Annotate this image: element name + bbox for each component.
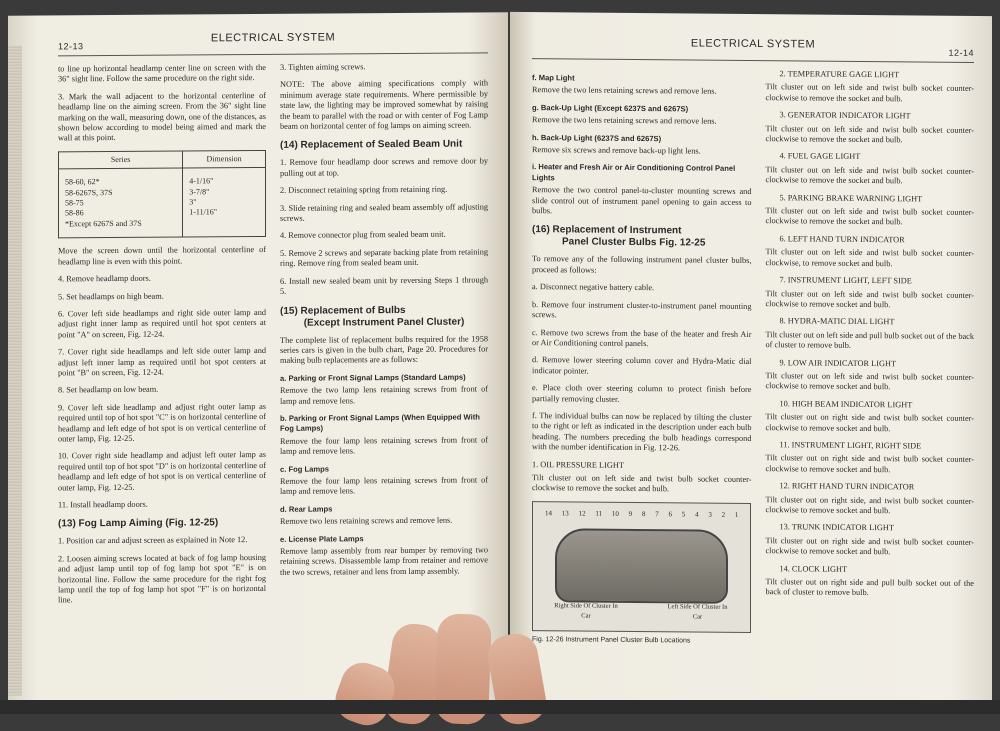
bulb-heading: 10. HIGH BEAM INDICATOR LIGHT xyxy=(779,398,913,410)
bulb-heading: 5. PARKING BRAKE WARNING LIGHT xyxy=(779,192,923,204)
bulb-heading: 3. GENERATOR INDICATOR LIGHT xyxy=(779,110,911,121)
paragraph: 3. Slide retaining ring and sealed beam assembly off adjusting screws. xyxy=(280,202,488,223)
bulb-heading: 2. TEMPERATURE GAGE LIGHT xyxy=(779,69,900,80)
bulb-instructions: Tilt cluster out on right side and pull bulb socket out of the back of cluster to remove bulb. xyxy=(765,577,974,598)
right-page-header xyxy=(532,36,974,60)
bulb-number: 9 xyxy=(628,509,633,518)
paragraph: Remove two lens retaining screws and remove lens. xyxy=(280,515,453,527)
bulb-instructions: Tilt cluster out on left side and twist bulb socket counter-clockwise to remove the socket and bulb. xyxy=(765,82,974,104)
note-paragraph: NOTE: The above aiming specifications comply with minimum average state requirements. Where permissible by state law, the lighting may be improved somewhat by raising the beam to parallel with the road or with center of Fog Lamp beam on horizontal center of fog lamps on aiming screen. xyxy=(280,78,488,131)
bulb-number: 10 xyxy=(611,509,619,518)
bulb-instructions: Tilt cluster out on left side and twist bulb socket counter-clockwise, to remove socket and bulb. xyxy=(765,247,974,268)
subheading: a. Parking or Front Signal Lamps (Standard Lamps) xyxy=(280,372,466,383)
section-heading-line2: (Except Instrument Panel Cluster) xyxy=(303,316,465,329)
paragraph: Remove six screws and remove back-up light lens. xyxy=(532,145,701,156)
bulb-heading: 6. LEFT HAND TURN INDICATOR xyxy=(779,234,905,245)
right-columns xyxy=(532,67,974,649)
bulb-number: 3 xyxy=(708,510,712,519)
bulb-instructions: Tilt cluster out on left side and twist bulb socket counter-clockwise to remove the socket and bulb. xyxy=(765,164,974,186)
section-heading: (13) Fog Lamp Aiming (Fig. 12-25) xyxy=(58,517,219,530)
bulb-heading: 9. LOW AIR INDICATOR LIGHT xyxy=(779,357,897,368)
bulb-instructions: Tilt cluster out on right side, and twist bulb socket counter-clockwise to remove socket and bulb. xyxy=(765,494,974,516)
page-stack-edge xyxy=(8,46,22,696)
bulb-number: 11 xyxy=(595,509,603,518)
diagram-label-left-side: Left Side Of Cluster In Car xyxy=(667,603,728,621)
paragraph: 1. Position car and adjust screen as explained in Note 12. xyxy=(58,535,248,546)
open-manual xyxy=(8,14,992,710)
page-number: 12-14 xyxy=(948,47,974,58)
bulb-number: 4 xyxy=(695,510,699,519)
table-cell-dimension: 4-1/16" 3-7/8" 3" 1-11/16" xyxy=(183,168,266,238)
bulb-number: 14 xyxy=(545,508,552,518)
paragraph: 6. Cover left side headlamps and right side outer lamp and adjust right inner lamp as required until hot spot centers at point "A" on screen, Fig. 12-24. xyxy=(58,307,266,340)
left-col-1 xyxy=(58,63,266,613)
bulb-number: 2 xyxy=(721,510,726,519)
paragraph: Remove lamp assembly from rear bumper by removing two retaining screws. Disassemble lamp from retainer and remove the two screws, retainer and lens from lamp assembly. xyxy=(280,545,488,577)
paragraph: 11. Install headlamp doors. xyxy=(58,499,148,510)
background-table-edge xyxy=(0,700,1000,714)
paragraph: Remove the four lamp lens retaining screws from front of lamp and remove lens. xyxy=(280,475,488,497)
paragraph: To remove any of the following instrument panel cluster bulbs, proceed as follows: xyxy=(532,254,752,275)
paragraph: Remove the two lamp lens retaining screws from front of lamp and remove lens. xyxy=(280,384,488,406)
bulb-heading: 14. CLOCK LIGHT xyxy=(779,563,848,574)
subheading: f. Map Light xyxy=(532,73,575,83)
subheading: 1. OIL PRESSURE LIGHT xyxy=(532,459,624,470)
instrument-cluster-photo xyxy=(555,528,728,604)
left-page xyxy=(8,12,508,705)
paragraph: a. Disconnect negative battery cable. xyxy=(532,282,655,293)
table-header-series: Series xyxy=(59,151,183,169)
bulb-heading: 4. FUEL GAGE LIGHT xyxy=(779,151,861,162)
paragraph: Tilt cluster out on left side and twist bulb socket counter-clockwise to remove the socket and bulb. xyxy=(532,473,752,494)
bulb-number: 1 xyxy=(734,510,739,519)
bulb-number: 12 xyxy=(578,509,586,518)
subheading: b. Parking or Front Signal Lamps (When Equipped With Fog Lamps) xyxy=(280,412,480,434)
paragraph: 5. Remove 2 screws and separate backing plate from retaining ring. Remove ring from sealed beam unit. xyxy=(280,247,488,269)
bulb-heading: 13. TRUNK INDICATOR LIGHT xyxy=(779,522,894,533)
bulb-instructions: Tilt cluster out on right side and twist bulb socket counter-clockwise to remove socket and bulb. xyxy=(765,453,974,474)
bulb-instructions: Tilt cluster out on left side and pull bulb socket out of the back of cluster to remove bulb. xyxy=(765,329,974,350)
section-heading: (15) Replacement of Bulbs xyxy=(280,304,406,317)
paragraph: 5. Set headlamps on high beam. xyxy=(58,291,164,301)
table-cell-series: 58-60, 62* 58-6267S, 37S 58-75 58-86 *Except 6267S and 37S xyxy=(59,168,183,238)
bulb-heading: 12. RIGHT HAND TURN INDICATOR xyxy=(779,481,915,492)
paragraph: c. Remove two screws from the base of the heater and fresh Air or Air Conditioning control panels. xyxy=(532,327,752,349)
subheading: i. Heater and Fresh Air or Air Conditioning Control Panel Lights xyxy=(532,162,736,183)
paragraph: 4. Remove connector plug from sealed beam unit. xyxy=(280,230,446,241)
bulb-number: 6 xyxy=(668,510,672,519)
paragraph: e. Place cloth over steering column to protect finish before partially removing cluster. xyxy=(532,383,752,404)
paragraph: b. Remove four instrument cluster-to-instrument panel mounting screws. xyxy=(532,299,752,320)
paragraph: 1. Remove four headlamp door screws and remove door by pulling out at top. xyxy=(280,156,488,178)
bulb-number-row xyxy=(545,508,738,520)
bulb-instructions: Tilt cluster out on left side and twist bulb socket counter-clockwise to remove socket and bulb. xyxy=(765,288,974,310)
paragraph: Remove the two lens retaining screws and remove lens. xyxy=(532,85,717,97)
bulb-instructions: Tilt cluster out on right side and twist bulb socket counter-clockwise to remove socket and bulb. xyxy=(765,412,974,433)
paragraph: 9. Cover left side headlamp and adjust right outer lamp as required until top of hot spot "C" is on horizontal centerline of headlamp and left edge of hot spot is on vertical centerline of outer lamp, Fig. 12-25. xyxy=(58,401,266,444)
left-col-2 xyxy=(280,61,488,611)
subheading: e. License Plate Lamps xyxy=(280,533,364,544)
bulb-heading: 7. INSTRUMENT LIGHT, LEFT SIDE xyxy=(779,275,912,286)
bulb-number: 7 xyxy=(655,509,659,518)
bulb-heading: 8. HYDRA-MATIC DIAL LIGHT xyxy=(779,316,895,327)
subheading: c. Fog Lamps xyxy=(280,464,329,474)
paragraph: The complete list of replacement bulbs required for the 1958 series cars is given in the bulb chart, Page 20. Procedures for making bulb replacements are as follows: xyxy=(280,333,488,366)
bulb-instructions: Tilt cluster out on left side and twist bulb socket counter-clockwise to remove socket and bulb. xyxy=(765,371,974,392)
paragraph: f. The individual bulbs can now be replaced by tilting the cluster to the right or left as indicated in the description under each bulb heading. The numbers preceding the bulb headings correspond with the number identification in Fig. 12-26. xyxy=(532,411,752,453)
section-heading: (14) Replacement of Sealed Beam Unit xyxy=(280,139,463,152)
paragraph: Move the screen down until the horizontal centerline of headlamp line is even with this point. xyxy=(58,245,266,267)
paragraph: 7. Cover right side headlamps and left side outer lamp and adjust left inner lamp as required until hot spot centers at point "B" on screen, Fig. 12-24. xyxy=(58,346,266,378)
paragraph: d. Remove lower steering column cover and Hydra-Matic dial indicator pointer. xyxy=(532,355,752,376)
running-title: ELECTRICAL SYSTEM xyxy=(690,37,816,51)
paragraph: 3. Tighten aiming screws. xyxy=(280,62,366,72)
dimension-table xyxy=(58,150,266,239)
bulb-instructions: Tilt cluster out on left side and twist bulb socket counter-clockwise to remove the socket and bulb. xyxy=(765,123,974,145)
paragraph: 6. Install new sealed beam unit by reversing Steps 1 through 5. xyxy=(280,275,488,296)
right-col-1 xyxy=(532,67,751,647)
paragraph: Remove the two lens retaining screws and remove lens. xyxy=(532,115,717,126)
bulb-number: 8 xyxy=(641,509,646,518)
running-title: ELECTRICAL SYSTEM xyxy=(210,31,336,45)
page-number: 12-13 xyxy=(58,41,84,52)
paragraph: 4. Remove headlamp doors. xyxy=(58,273,151,284)
paragraph: 10. Cover right side headlamp and adjust left outer lamp as required until top of hot spot "D" is on horizontal centerline of headlamp and left edge of hot spot is on vertical centerline of outer lamp, Fig. 12-25. xyxy=(58,450,266,492)
figure-caption: Fig. 12-26 Instrument Panel Cluster Bulb Locations xyxy=(532,635,691,645)
bulb-number: 5 xyxy=(681,510,686,519)
paragraph: to line up horizontal headlamp center line on screen with the 36" sight line. Follow the same procedure on the right side. xyxy=(58,62,266,84)
bulb-number: 13 xyxy=(561,509,569,518)
paragraph: 2. Disconnect retaining spring from retaining ring. xyxy=(280,184,448,196)
right-col-2 xyxy=(765,69,974,649)
section-heading-line2: Panel Cluster Bulbs Fig. 12-25 xyxy=(562,236,706,250)
header-rule xyxy=(58,52,488,56)
right-page xyxy=(510,12,992,706)
paragraph: 2. Loosen aiming screws located at back of fog lamp housing and adjust lamp until top of fog lamp hot spot "E" is on horizontal line. Follow the same procedure for the right fog lamp until the top of fog lamp hot spot "F" is on horizontal line. xyxy=(58,552,266,605)
left-columns xyxy=(58,61,488,613)
cluster-diagram xyxy=(532,501,751,633)
subheading: g. Back-Up Light (Except 6237S and 6267S) xyxy=(532,102,689,114)
paragraph: 3. Mark the wall adjacent to the horizontal centerline of headlamp line on the aiming screen. From the 36" sight line marking on the wall, measuring down, one of the distances, as shown below according to model being aimed and mark the wall at this point. xyxy=(58,90,266,143)
paragraph: Remove the two control panel-to-cluster mounting screws and slide control out of instrument panel opening to gain access to bulbs. xyxy=(532,185,752,216)
paragraph: Remove the four lamp lens retaining screws from front of lamp and remove lens. xyxy=(280,435,488,457)
bulb-instructions: Tilt cluster out on right side and twist bulb socket counter-clockwise to remove socket and bulb. xyxy=(765,535,974,557)
subheading: d. Rear Lamps xyxy=(280,504,333,514)
bulb-heading: 11. INSTRUMENT LIGHT, RIGHT SIDE xyxy=(779,440,922,451)
table-header-dimension: Dimension xyxy=(183,150,266,168)
diagram-label-right-side: Right Side Of Cluster In Car xyxy=(554,602,618,620)
subheading: h. Back-Up Light (6237S and 6267S) xyxy=(532,132,662,143)
left-page-header xyxy=(58,30,488,53)
paragraph: 8. Set headlamp on low beam. xyxy=(58,385,159,395)
section-heading: (16) Replacement of Instrument xyxy=(532,224,682,237)
bulb-instructions: Tilt cluster out on left side and twist bulb socket counter-clockwise to remove the socket and bulb. xyxy=(765,206,974,227)
